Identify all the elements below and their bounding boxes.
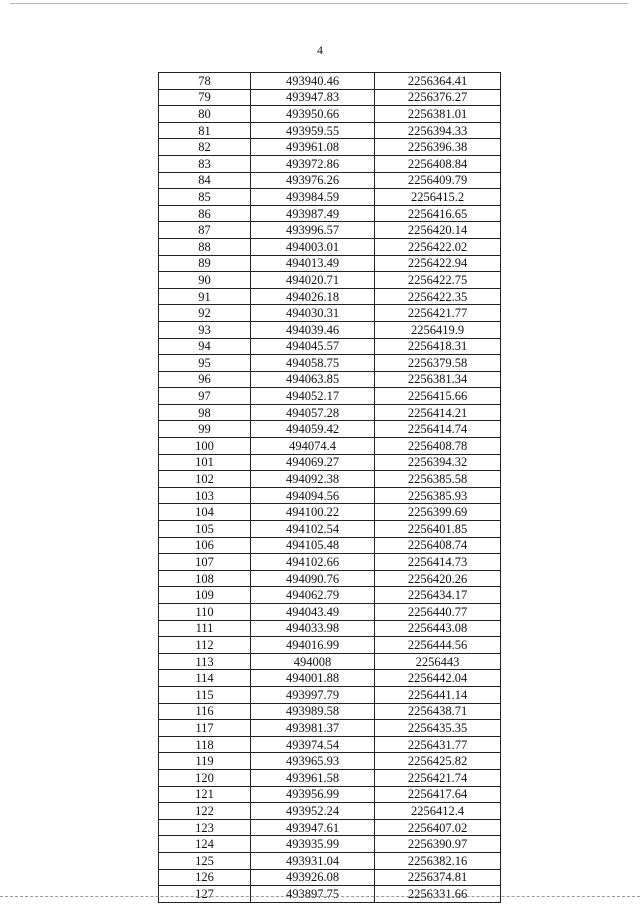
page-number: 4: [317, 43, 323, 57]
point-number-cell: 89: [159, 255, 251, 272]
y-coordinate-cell: 2256422.94: [375, 255, 501, 272]
point-number-cell: 127: [159, 886, 251, 903]
y-coordinate-cell: 2256399.69: [375, 504, 501, 521]
y-coordinate-cell: 2256444.56: [375, 637, 501, 654]
y-coordinate-cell: 2256431.77: [375, 736, 501, 753]
table-row: [159, 836, 501, 853]
table-row: [159, 554, 501, 571]
table-row: [159, 205, 501, 222]
x-coordinate-cell: 493961.08: [251, 139, 375, 156]
point-number-cell: 102: [159, 471, 251, 488]
point-number-cell: 95: [159, 355, 251, 372]
x-coordinate-cell: 493976.26: [251, 172, 375, 189]
y-coordinate-cell: 2256408.78: [375, 438, 501, 455]
x-coordinate-cell: 494074.4: [251, 438, 375, 455]
x-coordinate-cell: 494016.99: [251, 637, 375, 654]
y-coordinate-cell: 2256416.65: [375, 205, 501, 222]
x-coordinate-cell: 494008: [251, 653, 375, 670]
x-coordinate-cell: 493974.54: [251, 736, 375, 753]
x-coordinate-cell: 493947.61: [251, 819, 375, 836]
point-number-cell: 97: [159, 388, 251, 405]
table-row: [159, 222, 501, 239]
point-number-cell: 100: [159, 438, 251, 455]
x-coordinate-cell: 494013.49: [251, 255, 375, 272]
y-coordinate-cell: 2256419.9: [375, 321, 501, 338]
y-coordinate-cell: 2256418.31: [375, 338, 501, 355]
point-number-cell: 125: [159, 852, 251, 869]
y-coordinate-cell: 2256434.17: [375, 587, 501, 604]
table-row: [159, 670, 501, 687]
x-coordinate-cell: 493961.58: [251, 769, 375, 786]
point-number-cell: 111: [159, 620, 251, 637]
table-row: [159, 819, 501, 836]
table-row: [159, 487, 501, 504]
table-row: [159, 886, 501, 903]
table-row: [159, 106, 501, 123]
x-coordinate-cell: 494062.79: [251, 587, 375, 604]
x-coordinate-cell: 493950.66: [251, 106, 375, 123]
y-coordinate-cell: 2256414.21: [375, 404, 501, 421]
y-coordinate-cell: 2256390.97: [375, 836, 501, 853]
table-row: [159, 736, 501, 753]
point-number-cell: 81: [159, 122, 251, 139]
x-coordinate-cell: 494092.38: [251, 471, 375, 488]
point-number-cell: 85: [159, 189, 251, 206]
table-row: [159, 454, 501, 471]
point-number-cell: 107: [159, 554, 251, 571]
x-coordinate-cell: 493997.79: [251, 686, 375, 703]
x-coordinate-cell: 494026.18: [251, 288, 375, 305]
table-row: [159, 620, 501, 637]
y-coordinate-cell: 2256331.66: [375, 886, 501, 903]
point-number-cell: 91: [159, 288, 251, 305]
table-row: [159, 869, 501, 886]
table-row: [159, 238, 501, 255]
y-coordinate-cell: 2256443.08: [375, 620, 501, 637]
y-coordinate-cell: 2256422.35: [375, 288, 501, 305]
point-number-cell: 96: [159, 371, 251, 388]
table-row: [159, 471, 501, 488]
y-coordinate-cell: 2256421.74: [375, 769, 501, 786]
table-row: [159, 438, 501, 455]
table-row: [159, 355, 501, 372]
x-coordinate-cell: 494052.17: [251, 388, 375, 405]
y-coordinate-cell: 2256440.77: [375, 604, 501, 621]
y-coordinate-cell: 2256374.81: [375, 869, 501, 886]
y-coordinate-cell: 2256385.93: [375, 487, 501, 504]
point-number-cell: 116: [159, 703, 251, 720]
y-coordinate-cell: 2256414.73: [375, 554, 501, 571]
table-row: [159, 73, 501, 90]
table-row: [159, 686, 501, 703]
y-coordinate-cell: 2256401.85: [375, 521, 501, 538]
top-scan-rule: [10, 3, 628, 4]
point-number-cell: 108: [159, 570, 251, 587]
y-coordinate-cell: 2256412.4: [375, 803, 501, 820]
x-coordinate-cell: 493981.37: [251, 720, 375, 737]
table-row: [159, 272, 501, 289]
table-row: [159, 155, 501, 172]
point-number-cell: 93: [159, 321, 251, 338]
y-coordinate-cell: 2256420.26: [375, 570, 501, 587]
point-number-cell: 80: [159, 106, 251, 123]
point-number-cell: 101: [159, 454, 251, 471]
y-coordinate-cell: 2256420.14: [375, 222, 501, 239]
x-coordinate-cell: 494020.71: [251, 272, 375, 289]
x-coordinate-cell: 493996.57: [251, 222, 375, 239]
x-coordinate-cell: 493947.83: [251, 89, 375, 106]
y-coordinate-cell: 2256442.04: [375, 670, 501, 687]
x-coordinate-cell: 494057.28: [251, 404, 375, 421]
point-number-cell: 99: [159, 421, 251, 438]
table-row: [159, 504, 501, 521]
x-coordinate-cell: 493984.59: [251, 189, 375, 206]
y-coordinate-cell: 2256379.58: [375, 355, 501, 372]
point-number-cell: 86: [159, 205, 251, 222]
x-coordinate-cell: 494105.48: [251, 537, 375, 554]
table-row: [159, 321, 501, 338]
point-number-cell: 87: [159, 222, 251, 239]
table-row: [159, 604, 501, 621]
y-coordinate-cell: 2256414.74: [375, 421, 501, 438]
table-row: [159, 139, 501, 156]
point-number-cell: 83: [159, 155, 251, 172]
x-coordinate-cell: 494102.66: [251, 554, 375, 571]
table-row: [159, 653, 501, 670]
x-coordinate-cell: 494030.31: [251, 305, 375, 322]
table-row: [159, 803, 501, 820]
table-row: [159, 753, 501, 770]
table-row: [159, 537, 501, 554]
y-coordinate-cell: 2256408.84: [375, 155, 501, 172]
point-number-cell: 113: [159, 653, 251, 670]
y-coordinate-cell: 2256409.79: [375, 172, 501, 189]
table-row: [159, 338, 501, 355]
x-coordinate-cell: 494090.76: [251, 570, 375, 587]
point-number-cell: 124: [159, 836, 251, 853]
point-number-cell: 112: [159, 637, 251, 654]
y-coordinate-cell: 2256415.66: [375, 388, 501, 405]
point-number-cell: 82: [159, 139, 251, 156]
point-number-cell: 119: [159, 753, 251, 770]
y-coordinate-cell: 2256438.71: [375, 703, 501, 720]
point-number-cell: 120: [159, 769, 251, 786]
x-coordinate-cell: 494003.01: [251, 238, 375, 255]
point-number-cell: 88: [159, 238, 251, 255]
x-coordinate-cell: 493989.58: [251, 703, 375, 720]
table-row: [159, 404, 501, 421]
x-coordinate-cell: 493935.99: [251, 836, 375, 853]
point-number-cell: 78: [159, 73, 251, 90]
y-coordinate-cell: 2256421.77: [375, 305, 501, 322]
x-coordinate-cell: 493959.55: [251, 122, 375, 139]
y-coordinate-cell: 2256381.01: [375, 106, 501, 123]
y-coordinate-cell: 2256394.32: [375, 454, 501, 471]
table-row: [159, 89, 501, 106]
y-coordinate-cell: 2256435.35: [375, 720, 501, 737]
y-coordinate-cell: 2256396.38: [375, 139, 501, 156]
point-number-cell: 122: [159, 803, 251, 820]
table-row: [159, 769, 501, 786]
point-number-cell: 115: [159, 686, 251, 703]
y-coordinate-cell: 2256364.41: [375, 73, 501, 90]
bottom-scan-rule: [0, 896, 640, 897]
table-row: [159, 570, 501, 587]
x-coordinate-cell: 493931.04: [251, 852, 375, 869]
x-coordinate-cell: 493926.08: [251, 869, 375, 886]
point-number-cell: 79: [159, 89, 251, 106]
x-coordinate-cell: 493972.86: [251, 155, 375, 172]
y-coordinate-cell: 2256382.16: [375, 852, 501, 869]
x-coordinate-cell: 493965.93: [251, 753, 375, 770]
table-row: [159, 371, 501, 388]
table-row: [159, 720, 501, 737]
x-coordinate-cell: 493956.99: [251, 786, 375, 803]
x-coordinate-cell: 494045.57: [251, 338, 375, 355]
table-row: [159, 255, 501, 272]
y-coordinate-cell: 2256417.64: [375, 786, 501, 803]
table-row: [159, 421, 501, 438]
table-row: [159, 637, 501, 654]
table-row: [159, 305, 501, 322]
x-coordinate-cell: 493952.24: [251, 803, 375, 820]
table-row: [159, 122, 501, 139]
table-row: [159, 388, 501, 405]
x-coordinate-cell: 494058.75: [251, 355, 375, 372]
point-number-cell: 106: [159, 537, 251, 554]
table-row: [159, 703, 501, 720]
y-coordinate-cell: 2256376.27: [375, 89, 501, 106]
x-coordinate-cell: 494039.46: [251, 321, 375, 338]
point-number-cell: 90: [159, 272, 251, 289]
y-coordinate-cell: 2256415.2: [375, 189, 501, 206]
x-coordinate-cell: 493987.49: [251, 205, 375, 222]
y-coordinate-cell: 2256443: [375, 653, 501, 670]
point-number-cell: 121: [159, 786, 251, 803]
x-coordinate-cell: 494094.56: [251, 487, 375, 504]
x-coordinate-cell: 494043.49: [251, 604, 375, 621]
coordinates-table: [158, 72, 501, 903]
coordinates-table-body: [159, 73, 501, 903]
table-row: [159, 852, 501, 869]
x-coordinate-cell: 494033.98: [251, 620, 375, 637]
x-coordinate-cell: 493897.75: [251, 886, 375, 903]
y-coordinate-cell: 2256408.74: [375, 537, 501, 554]
point-number-cell: 114: [159, 670, 251, 687]
point-number-cell: 118: [159, 736, 251, 753]
point-number-cell: 117: [159, 720, 251, 737]
table-row: [159, 288, 501, 305]
table-row: [159, 786, 501, 803]
point-number-cell: 109: [159, 587, 251, 604]
x-coordinate-cell: 493940.46: [251, 73, 375, 90]
y-coordinate-cell: 2256422.02: [375, 238, 501, 255]
table-row: [159, 521, 501, 538]
x-coordinate-cell: 494100.22: [251, 504, 375, 521]
point-number-cell: 94: [159, 338, 251, 355]
table-row: [159, 587, 501, 604]
y-coordinate-cell: 2256422.75: [375, 272, 501, 289]
point-number-cell: 98: [159, 404, 251, 421]
y-coordinate-cell: 2256441.14: [375, 686, 501, 703]
point-number-cell: 103: [159, 487, 251, 504]
point-number-cell: 92: [159, 305, 251, 322]
point-number-cell: 126: [159, 869, 251, 886]
x-coordinate-cell: 494069.27: [251, 454, 375, 471]
point-number-cell: 123: [159, 819, 251, 836]
x-coordinate-cell: 494001.88: [251, 670, 375, 687]
x-coordinate-cell: 494059.42: [251, 421, 375, 438]
x-coordinate-cell: 494102.54: [251, 521, 375, 538]
y-coordinate-cell: 2256381.34: [375, 371, 501, 388]
x-coordinate-cell: 494063.85: [251, 371, 375, 388]
y-coordinate-cell: 2256394.33: [375, 122, 501, 139]
table-row: [159, 189, 501, 206]
table-row: [159, 172, 501, 189]
point-number-cell: 84: [159, 172, 251, 189]
point-number-cell: 104: [159, 504, 251, 521]
y-coordinate-cell: 2256407.02: [375, 819, 501, 836]
y-coordinate-cell: 2256425.82: [375, 753, 501, 770]
point-number-cell: 110: [159, 604, 251, 621]
y-coordinate-cell: 2256385.58: [375, 471, 501, 488]
point-number-cell: 105: [159, 521, 251, 538]
